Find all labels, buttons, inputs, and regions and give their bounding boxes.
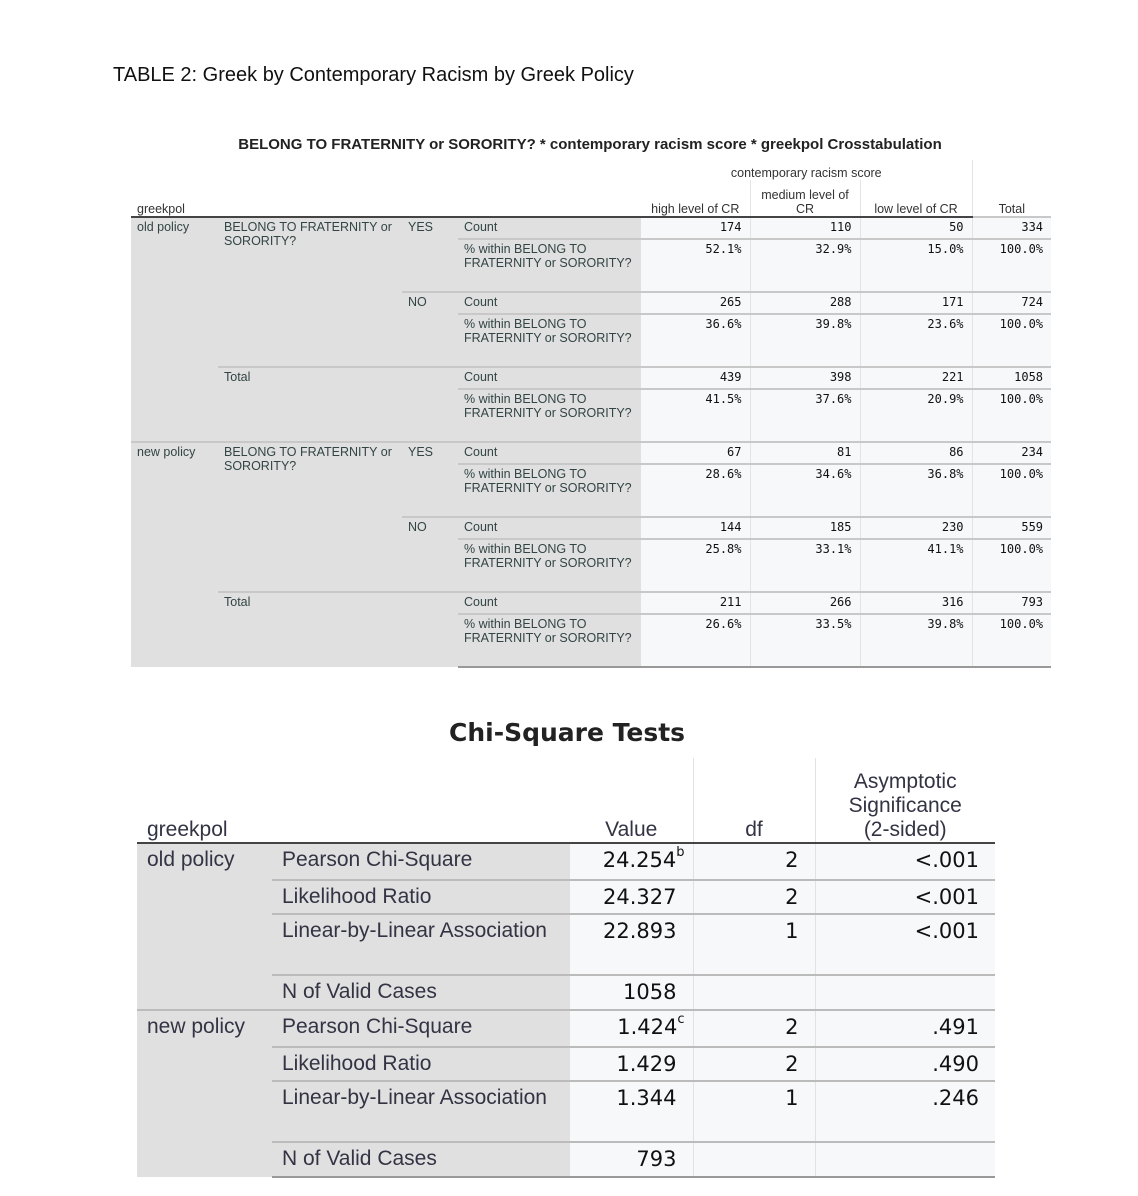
percent-cell: 25.8% — [641, 539, 750, 592]
stat-label-percent: % within BELONG TO FRATERNITY or SORORITY? — [458, 239, 641, 292]
value-text: 24.327 — [603, 885, 677, 909]
stat-label-count: Count — [458, 442, 641, 464]
value-cell — [570, 843, 693, 880]
percent-cell: 39.8% — [750, 314, 860, 367]
count-cell: 81 — [750, 442, 860, 464]
count-cell: 793 — [972, 592, 1051, 614]
value-header: Value — [570, 758, 693, 843]
df-cell: 1 — [693, 914, 815, 975]
footnote-marker: c — [677, 1012, 685, 1027]
row-variable-header: greekpol — [131, 180, 641, 217]
value-cell — [570, 880, 693, 914]
percent-cell: 41.1% — [860, 539, 972, 592]
stat-label-count: Count — [458, 292, 641, 314]
crosstab-table — [131, 160, 1051, 668]
test-name: Pearson Chi-Square — [272, 1010, 570, 1047]
table-row-count — [131, 367, 1051, 389]
stat-label-percent: % within BELONG TO FRATERNITY or SORORITY? — [458, 539, 641, 592]
stat-label-percent: % within BELONG TO FRATERNITY or SORORITY? — [458, 389, 641, 442]
percent-cell: 26.6% — [641, 614, 750, 667]
count-cell: 185 — [750, 517, 860, 539]
count-cell: 1058 — [972, 367, 1051, 389]
value-text: 22.893 — [603, 919, 677, 943]
column-header-medium: medium level of CR — [750, 180, 860, 217]
df-cell: 2 — [693, 1047, 815, 1081]
test-name: Pearson Chi-Square — [272, 843, 570, 880]
test-name: Linear-by-Linear Association — [272, 1081, 570, 1142]
count-cell: 171 — [860, 292, 972, 314]
count-cell: 559 — [972, 517, 1051, 539]
total-column-header: Total — [972, 160, 1051, 217]
df-cell: 2 — [693, 1010, 815, 1047]
chi-square-table — [137, 758, 995, 1178]
chi-square-title: Chi-Square Tests — [449, 718, 686, 747]
count-cell: 234 — [972, 442, 1051, 464]
percent-cell: 36.8% — [860, 464, 972, 517]
percent-cell: 23.6% — [860, 314, 972, 367]
count-cell: 211 — [641, 592, 750, 614]
stat-label-percent: % within BELONG TO FRATERNITY or SORORITY? — [458, 314, 641, 367]
table-row — [137, 1010, 995, 1047]
significance-cell: <.001 — [815, 880, 995, 914]
percent-cell: 34.6% — [750, 464, 860, 517]
significance-cell: .491 — [815, 1010, 995, 1047]
stat-label-percent: % within BELONG TO FRATERNITY or SORORITY? — [458, 614, 641, 667]
significance-cell — [815, 1142, 995, 1177]
stat-label-count: Count — [458, 517, 641, 539]
test-name: Likelihood Ratio — [272, 1047, 570, 1081]
significance-header: Asymptotic Significance (2-sided) — [815, 758, 995, 843]
policy-label: old policy — [137, 843, 272, 1010]
table-row-count — [131, 592, 1051, 614]
percent-cell: 28.6% — [641, 464, 750, 517]
count-cell: 334 — [972, 217, 1051, 239]
df-cell — [693, 975, 815, 1010]
document-title: TABLE 2: Greek by Contemporary Racism by Greek Policy — [113, 64, 634, 86]
value-text: 1058 — [623, 980, 677, 1004]
significance-cell: <.001 — [815, 843, 995, 880]
table-row — [137, 843, 995, 880]
count-cell: 86 — [860, 442, 972, 464]
percent-cell: 20.9% — [860, 389, 972, 442]
count-cell: 67 — [641, 442, 750, 464]
belong-label: BELONG TO FRATERNITY or SORORITY? — [218, 442, 402, 592]
stat-label-percent: % within BELONG TO FRATERNITY or SORORITY? — [458, 464, 641, 517]
count-cell: 265 — [641, 292, 750, 314]
percent-cell: 39.8% — [860, 614, 972, 667]
value-text: 1.429 — [616, 1052, 677, 1076]
percent-cell: 15.0% — [860, 239, 972, 292]
count-cell: 221 — [860, 367, 972, 389]
value-text: 793 — [636, 1147, 677, 1171]
stat-label-count: Count — [458, 217, 641, 239]
footnote-marker: b — [676, 845, 685, 860]
group-label: YES — [402, 442, 458, 517]
percent-cell: 41.5% — [641, 389, 750, 442]
count-cell: 174 — [641, 217, 750, 239]
percent-cell: 100.0% — [972, 614, 1051, 667]
policy-label: new policy — [137, 1010, 272, 1177]
count-cell: 50 — [860, 217, 972, 239]
stat-label-count: Count — [458, 592, 641, 614]
count-cell: 439 — [641, 367, 750, 389]
percent-cell: 36.6% — [641, 314, 750, 367]
count-cell: 110 — [750, 217, 860, 239]
value-cell — [570, 1081, 693, 1142]
significance-cell — [815, 975, 995, 1010]
df-header: df — [693, 758, 815, 843]
percent-cell: 100.0% — [972, 539, 1051, 592]
policy-label: new policy — [131, 442, 218, 667]
df-cell — [693, 1142, 815, 1177]
group-label: NO — [402, 517, 458, 592]
count-cell: 230 — [860, 517, 972, 539]
test-name: Linear-by-Linear Association — [272, 914, 570, 975]
table-row-count — [131, 217, 1051, 239]
value-cell — [570, 975, 693, 1010]
column-header-high: high level of CR — [641, 180, 750, 217]
percent-cell: 32.9% — [750, 239, 860, 292]
significance-cell: .490 — [815, 1047, 995, 1081]
value-cell — [570, 1010, 693, 1047]
row-variable-header: greekpol — [137, 758, 570, 843]
test-name: Likelihood Ratio — [272, 880, 570, 914]
table-row-count — [131, 442, 1051, 464]
value-text: 24.254 — [602, 848, 677, 872]
percent-cell: 33.1% — [750, 539, 860, 592]
percent-cell: 100.0% — [972, 389, 1051, 442]
df-cell: 2 — [693, 843, 815, 880]
value-cell — [570, 1047, 693, 1081]
count-cell: 288 — [750, 292, 860, 314]
count-cell: 266 — [750, 592, 860, 614]
test-name: N of Valid Cases — [272, 1142, 570, 1177]
test-name: N of Valid Cases — [272, 975, 570, 1010]
df-cell: 1 — [693, 1081, 815, 1142]
count-cell: 316 — [860, 592, 972, 614]
group-label: YES — [402, 217, 458, 292]
policy-label: old policy — [131, 217, 218, 442]
significance-cell: <.001 — [815, 914, 995, 975]
total-label: Total — [218, 367, 458, 442]
value-cell — [570, 914, 693, 975]
count-cell: 398 — [750, 367, 860, 389]
percent-cell: 37.6% — [750, 389, 860, 442]
df-cell: 2 — [693, 880, 815, 914]
crosstab-title: BELONG TO FRATERNITY or SORORITY? * contemporary racism score * greekpol Crosstabulation — [238, 136, 942, 153]
belong-label: BELONG TO FRATERNITY or SORORITY? — [218, 217, 402, 367]
stat-label-count: Count — [458, 367, 641, 389]
percent-cell: 33.5% — [750, 614, 860, 667]
percent-cell: 100.0% — [972, 464, 1051, 517]
total-label: Total — [218, 592, 458, 667]
group-label: NO — [402, 292, 458, 367]
percent-cell: 100.0% — [972, 239, 1051, 292]
percent-cell: 100.0% — [972, 314, 1051, 367]
value-text: 1.424 — [617, 1015, 678, 1039]
significance-cell: .246 — [815, 1081, 995, 1142]
value-cell — [570, 1142, 693, 1177]
column-header-low: low level of CR — [860, 180, 972, 217]
count-cell: 144 — [641, 517, 750, 539]
percent-cell: 52.1% — [641, 239, 750, 292]
value-text: 1.344 — [616, 1086, 677, 1110]
count-cell: 724 — [972, 292, 1051, 314]
column-variable-header: contemporary racism score — [641, 160, 972, 180]
